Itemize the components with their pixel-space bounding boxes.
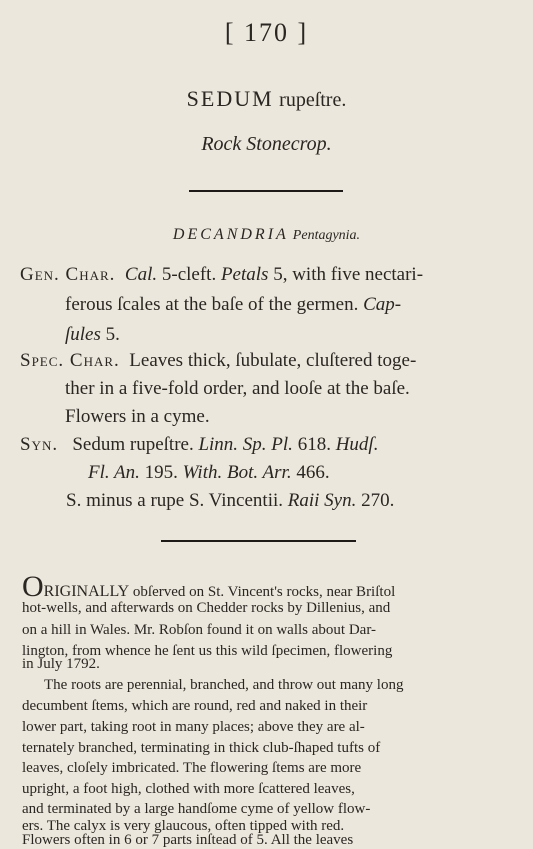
text-run: Cap- bbox=[363, 294, 402, 315]
text-run: With. Bot. Arr. bbox=[182, 462, 292, 483]
text-run: RIGINALLY bbox=[43, 583, 130, 600]
spec-char-line bbox=[20, 350, 416, 372]
description-line: hot-wells, and afterwards on Chedder rocks by Dillenius, and bbox=[22, 600, 391, 616]
text-run: Raii Syn. bbox=[287, 490, 357, 511]
gen-char-line bbox=[65, 294, 401, 316]
description-line: ternately branched, terminating in thick club-ſhaped tufts of bbox=[22, 740, 381, 756]
text-run: ſules bbox=[65, 324, 101, 345]
order-name: Pentagynia. bbox=[292, 228, 361, 243]
description-line: upright, a foot high, clothed with more ſcattered leaves, bbox=[22, 781, 355, 797]
divider-rule bbox=[189, 190, 343, 192]
description-line bbox=[22, 572, 395, 602]
text-run: 5, with five nectari- bbox=[268, 264, 424, 285]
description-line: ers. The calyx is very glaucous, often tipped with red. bbox=[22, 818, 345, 834]
gen-char-line bbox=[20, 264, 423, 286]
text-run: Hudſ. bbox=[335, 434, 379, 455]
text-run: 270. bbox=[356, 490, 395, 511]
species-name: rupeſtre. bbox=[279, 89, 347, 111]
text-run: obſerved on St. Vincent's rocks, near Briſtol bbox=[129, 584, 396, 600]
page-number: [ 170 ] bbox=[224, 18, 309, 47]
text-run: 618. bbox=[292, 434, 336, 455]
description-line: on a hill in Wales. Mr. Robſon found it on walls about Dar- bbox=[22, 622, 377, 638]
text-run: 5-cleft. bbox=[157, 264, 221, 285]
description-line: lington, from whence he ſent us this wild ſpecimen, flowering bbox=[22, 643, 393, 659]
common-name: Rock Stonecrop. bbox=[201, 133, 332, 155]
text-run: Cal. bbox=[124, 264, 158, 285]
syn-line bbox=[20, 434, 378, 456]
text-run: Flowers in a cyme. bbox=[65, 406, 210, 427]
gen-char-line bbox=[65, 324, 120, 346]
description-line: and terminated by a large handſome cyme of yellow flow- bbox=[22, 801, 371, 817]
text-run: Leaves thick, ſubulate, cluſtered toge- bbox=[129, 350, 417, 371]
description-line: in July 1792. bbox=[22, 656, 100, 672]
text-run: 466. bbox=[291, 462, 330, 483]
syn-label: Syn. bbox=[20, 434, 59, 455]
spec-char-line bbox=[65, 406, 210, 428]
drop-cap: O bbox=[22, 570, 44, 603]
text-run: 195. bbox=[139, 462, 183, 483]
linnaean-classification bbox=[0, 226, 533, 244]
text-run: Linn. Sp. Pl. bbox=[198, 434, 293, 455]
spec-char-line bbox=[65, 378, 410, 400]
gen-char-label: Gen. Char. bbox=[20, 264, 116, 285]
class-name: DECANDRIA bbox=[172, 226, 289, 243]
text-run: ferous ſcales at the baſe of the germen. bbox=[65, 294, 364, 315]
text-run: ther in a five-fold order, and looſe at the baſe. bbox=[65, 378, 410, 399]
description-line: lower part, taking root in many places; above they are al- bbox=[22, 719, 365, 735]
divider-rule bbox=[161, 540, 356, 542]
description-line: decumbent ſtems, which are round, red and naked in their bbox=[22, 698, 368, 714]
description-line: The roots are perennial, branched, and throw out many long bbox=[44, 677, 404, 693]
text-run: Sedum rupeſtre. bbox=[72, 434, 199, 455]
syn-line bbox=[88, 462, 330, 484]
description-line: leaves, cloſely imbricated. The flowering ſtems are more bbox=[22, 760, 362, 776]
species-title bbox=[0, 86, 533, 112]
text-run: S. minus a rupe S. Vincentii. bbox=[66, 490, 288, 511]
genus-name: SEDUM bbox=[186, 86, 274, 111]
text-run: Fl. An. bbox=[88, 462, 140, 483]
text-run: 5. bbox=[100, 324, 120, 345]
text-run: Petals bbox=[220, 264, 269, 285]
description-line: Flowers often in 6 or 7 parts inſtead of 5. All the leaves bbox=[22, 832, 354, 848]
syn-line bbox=[66, 490, 394, 512]
spec-char-label: Spec. Char. bbox=[20, 350, 120, 371]
